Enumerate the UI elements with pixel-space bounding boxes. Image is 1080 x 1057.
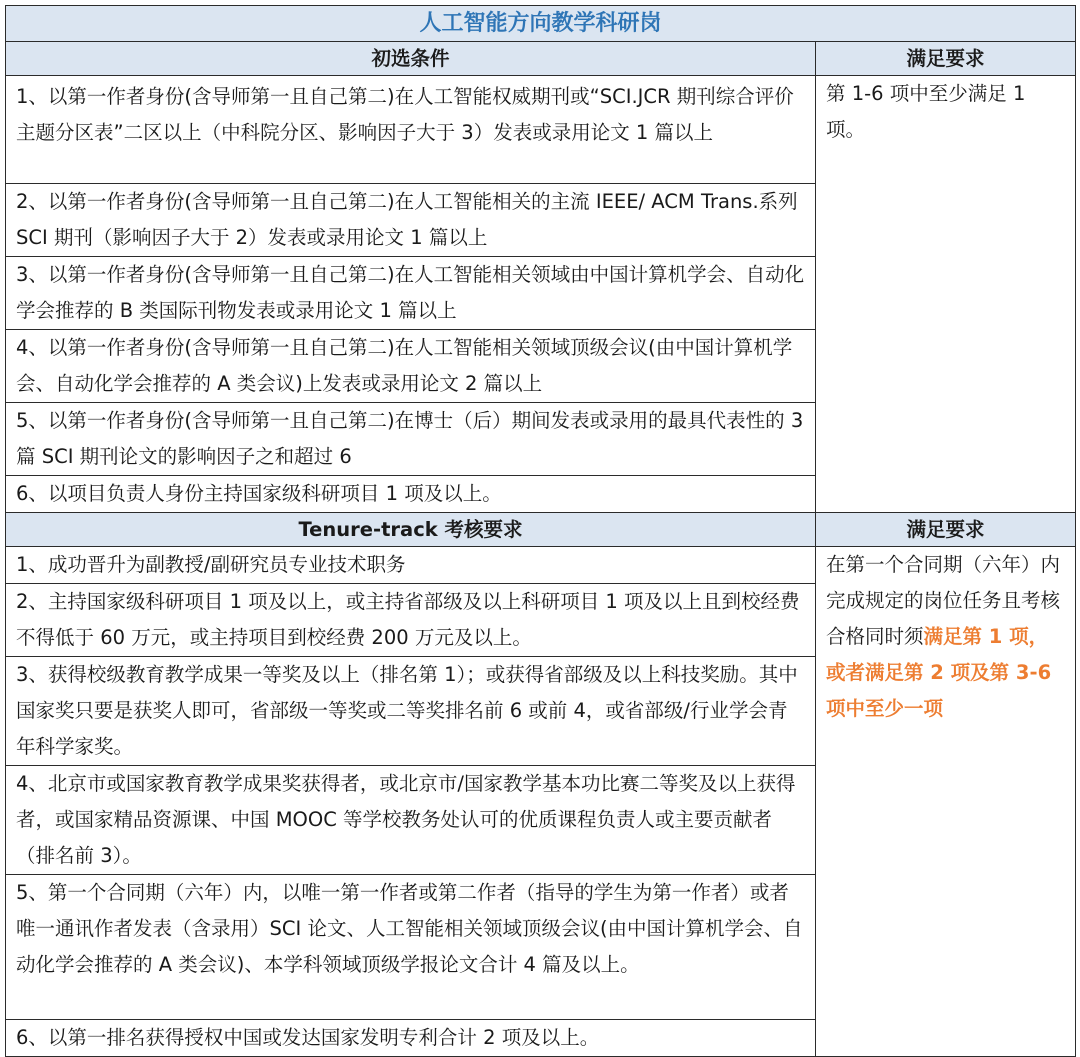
section2-side-text [816,547,1076,1057]
table-row [6,76,1076,184]
section2-item-4: 4、北京市或国家教育教学成果奖获得者，或北京市/国家教学基本功比赛二等奖及以上获得者，或国家精品资源课、中国 MOOC 等学校教务处认可的优质课程负责人或主要贡献者（排名前 3）。 [6,766,816,875]
section1-item-2: 2、以第一作者身份(含导师第一且自己第二)在人工智能相关的主流 IEEE/ ACM Trans.系列 SCI 期刊（影响因子大于 2）发表或录用论文 1 篇以上 [6,184,816,257]
section1-side-text: 第 1-6 项中至少满足 1 项。 [816,76,1076,513]
section2-header-row [6,513,1076,547]
section2-item-3: 3、获得校级教育教学成果一等奖及以上（排名第 1）；或获得省部级及以上科技奖励。其中国家奖只要是获奖人即可，省部级一等奖或二等奖排名前 6 或前 4，或省部级/行业学会青年科学家奖。 [6,657,816,766]
section1-header-row [6,42,1076,76]
section1-item-5: 5、以第一作者身份(含导师第一且自己第二)在博士（后）期间发表或录用的最具代表性的 3 篇 SCI 期刊论文的影响因子之和超过 6 [6,403,816,476]
requirements-table [5,5,1076,1057]
section2-header: Tenure-track 考核要求 [6,513,816,547]
section2-item-2: 2、主持国家级科研项目 1 项及以上，或主持省部级及以上科研项目 1 项及以上且到校经费不得低于 60 万元，或主持项目到校经费 200 万元及以上。 [6,584,816,657]
table-title: 人工智能方向教学科研岗 [6,6,1076,42]
title-row [6,6,1076,42]
section2-side-highlight: 满足第 1 项，或者满足第 2 项及第 3-6 项中至少一项 [826,625,1052,720]
section2-side-header: 满足要求 [816,513,1076,547]
section1-side-header: 满足要求 [816,42,1076,76]
section2-item-1: 1、成功晋升为副教授/副研究员专业技术职务 [6,547,816,584]
section2-side-plain: 在第一个合同期（六年）内完成规定的岗位任务且考核合格同时须 [826,553,1061,648]
section2-item-6: 6、以第一排名获得授权中国或发达国家发明专利合计 2 项及以上。 [6,1020,816,1057]
section1-item-6: 6、以项目负责人身份主持国家级科研项目 1 项及以上。 [6,476,816,513]
section1-item-3: 3、以第一作者身份(含导师第一且自己第二)在人工智能相关领域由中国计算机学会、自动化学会推荐的 B 类国际刊物发表或录用论文 1 篇以上 [6,257,816,330]
section2-item-5: 5、第一个合同期（六年）内，以唯一第一作者或第二作者（指导的学生为第一作者）或者唯一通讯作者发表（含录用）SCI 论文、人工智能相关领域顶级会议(由中国计算机学会、自动化学会推荐的 A 类会议)、本学科领域顶级学报论文合计 4 篇及以上。 [6,875,816,1020]
table-row [6,547,1076,584]
section1-item-4: 4、以第一作者身份(含导师第一且自己第二)在人工智能相关领域顶级会议(由中国计算机学会、自动化学会推荐的 A 类会议)上发表或录用论文 2 篇以上 [6,330,816,403]
section1-header: 初选条件 [6,42,816,76]
section1-item-1: 1、以第一作者身份(含导师第一且自己第二)在人工智能权威期刊或“SCI.JCR 期刊综合评价主题分区表”二区以上（中科院分区、影响因子大于 3）发表或录用论文 1 篇以上 [6,76,816,184]
